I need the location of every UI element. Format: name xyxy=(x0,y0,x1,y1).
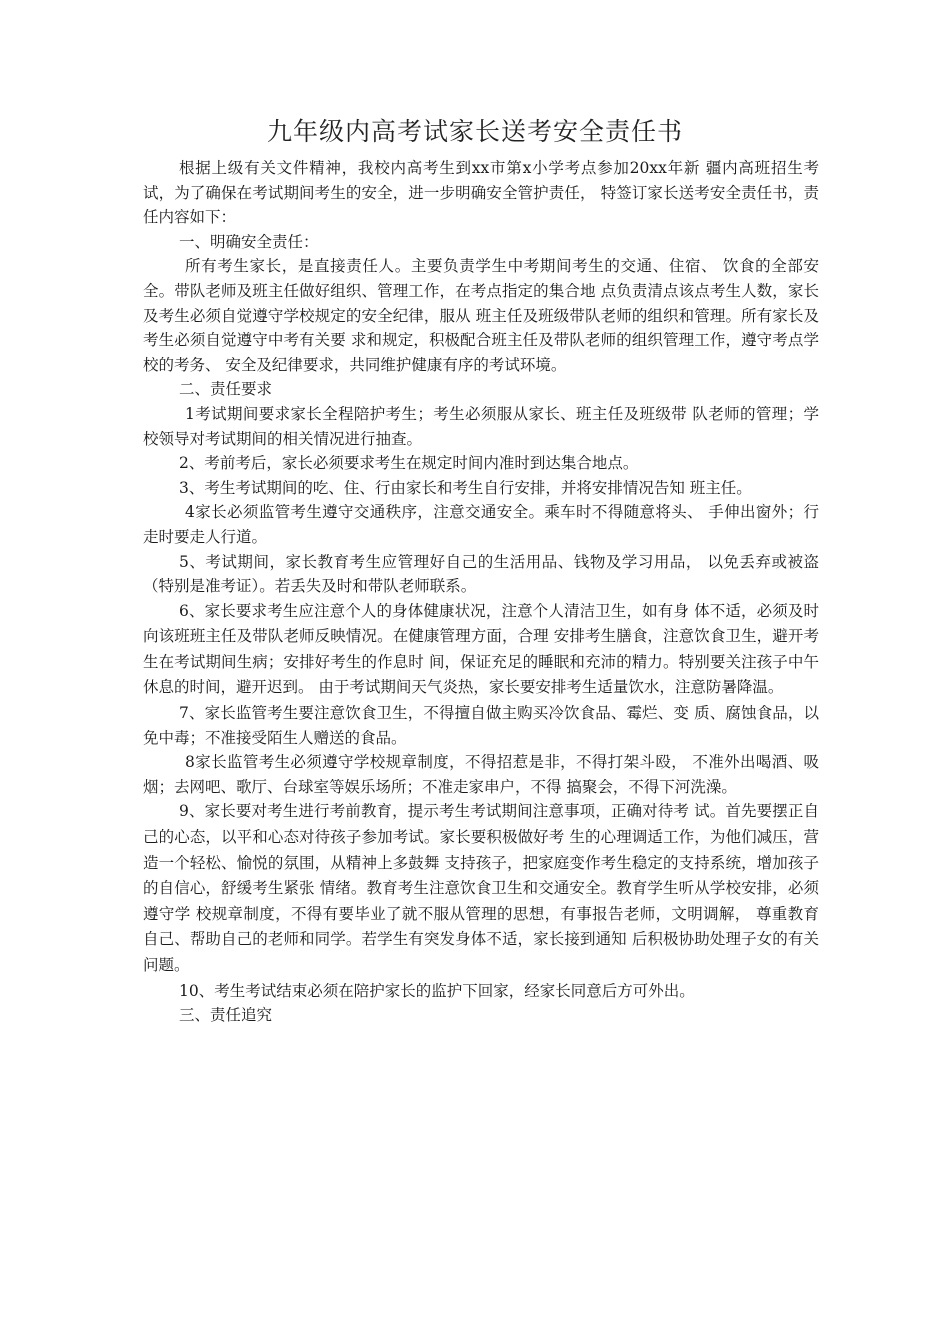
document-title: 九年级内高考试家长送考安全责任书 xyxy=(266,117,683,146)
requirement-item-2: 2、考前考后，家长必须要求考生在规定时间内准时到达集合地点。 xyxy=(179,454,639,473)
requirement-item-6: 6、家长要求考生应注意个人的身体健康状况，注意个人清洁卫生，如有身 体不适，必须及时向该班班主任及带队老师反映情况。在健康管理方面，合理 安排考生膳食，注意饮食卫生，避开考生在考试期间生病；安排好考生的作息时 间，保证充足的睡眠和充沛的精力。特别要关注孩子中午休息的时间，避开迟到。 由于考试期间天气炎热，家长要安排考生适量饮水，注意防暑降温。 xyxy=(143,601,819,697)
document-body xyxy=(143,156,819,1028)
requirement-item-7: 7、家长监管考生要注意饮食卫生，不得擅自做主购买冷饮食品、霉烂、变 质、腐蚀食品，以免中毒；不准接受陌生人赠送的食品。 xyxy=(143,704,819,747)
section-heading-1: 一、明确安全责任： xyxy=(179,232,319,251)
requirement-item-3: 3、考生考试期间的吃、住、行由家长和考生自行安排，并将安排情况告知 班主任。 xyxy=(179,478,752,497)
section-heading-3: 三、责任追究 xyxy=(179,1006,273,1025)
requirement-item-5: 5、考试期间，家长教育考生应管理好自己的生活用品、钱物及学习用品， 以免丢弃或被盗（特别是准考证）。若丢失及时和带队老师联系。 xyxy=(143,552,819,596)
requirement-item-10: 10、考生考试结束必须在陪护家长的监护下回家，经家长同意后方可外出。 xyxy=(179,981,695,1000)
requirement-item-8: 8家长监管考生必须遵守学校规章制度，不得招惹是非，不得打架斗殴， 不准外出喝酒、吸烟；去网吧、歌厅、台球室等娱乐场所；不准走家串户，不得 搞聚会，不得下河洗澡。 xyxy=(143,753,819,796)
section-1-paragraph: 所有考生家长，是直接责任人。主要负责学生中考期间考生的交通、住宿、 饮食的全部安全。带队老师及班主任做好组织、管理工作，在考点指定的集合地 点负责清点该点考生人数，家长及考生必须自觉遵守学校规定的安全纪律，服从 班主任及班级带队老师的组织和管理。所有家长及考生必须自觉遵守中考有关要 求和规定，积极配合班主任及带队老师的组织管理工作，遵守考点学校的考务、 安全及纪律要求，共同维护健康有序的考试环境。 xyxy=(143,257,819,374)
requirement-item-4: 4家长必须监管考生遵守交通秩序，注意交通安全。乘车时不得随意将头、 手伸出窗外；行走时要走人行道。 xyxy=(143,503,819,546)
section-heading-2: 二、责任要求 xyxy=(179,380,273,399)
intro-paragraph: 根据上级有关文件精神，我校内高考生到xx市第x小学考点参加20xx年新 疆内高班招生考试，为了确保在考试期间考生的安全，进一步明确安全管护责任， 特签订家长送考安全责任书，责任内容如下： xyxy=(143,159,819,227)
requirement-item-1: 1考试期间要求家长全程陪护考生；考生必须服从家长、班主任及班级带 队老师的管理；学校领导对考试期间的相关情况进行抽查。 xyxy=(143,404,819,448)
requirement-item-9: 9、家长要对考生进行考前教育，提示考生考试期间注意事项，正确对待考 试。首先要摆正自己的心态，以平和心态对待孩子参加考试。家长要积极做好考 生的心理调适工作，为他们减压，营造一个轻松、愉悦的氛围，从精神上多鼓舞 支持孩子，把家庭变作考生稳定的支持系统，增加孩子的自信心，舒缓考生紧张 情绪。教育考生注意饮食卫生和交通安全。教育学生听从学校安排，必须遵守学 校规章制度，不得有要毕业了就不服从管理的思想，有事报告老师，文明调解， 尊重教育自己、帮助自己的老师和同学。若学生有突发身体不适，家长接到通知 后积极协助处理子女的有关问题。 xyxy=(143,802,819,974)
